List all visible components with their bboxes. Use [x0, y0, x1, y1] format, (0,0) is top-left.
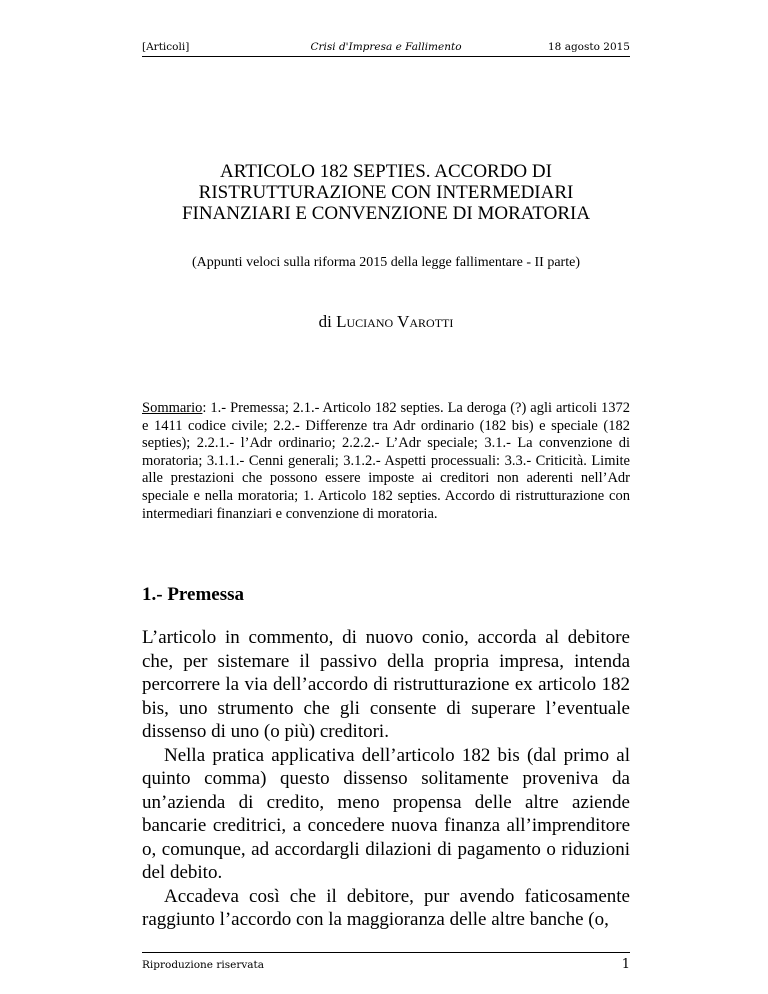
- paragraph: Nella pratica applicativa dell’articolo 182 bis (dal primo al quinto comma) questo dissenso solitamente proveniva da un’azienda di credito, meno propensa delle altre aziende bancarie creditrici, a concedere nuova finanza all’imprenditore o, comunque, ad accordargli dilazioni di pagamento o riduzioni del debito.: [142, 744, 630, 883]
- page-number: 1: [621, 957, 630, 972]
- title-line-1: ARTICOLO 182 SEPTIES. ACCORDO DI: [220, 161, 552, 182]
- summary-text: : 1.- Premessa; 2.1.- Articolo 182 septies. La deroga (?) agli articoli 1372 e 1411 codice civile; 2.2.- Differenze tra Adr ordinario (182 bis) e speciale (182 septies); 2.2.1.- l’Adr ordinario; 2.2.2.- L’Adr speciale; 3.1.- La convenzione di moratoria; 3.1.1.- Cenni generali; 3.1.2.- Aspetti processuali: 3.3.- Criticità. Limite alle prestazioni che possono essere imposte ai creditori non aderenti nell’Adr speciale e nella moratoria; 1. Articolo 182 septies. Accordo di ristrutturazione con intermediari finanziari e convenzione di moratoria.: [142, 400, 630, 522]
- header-date: 18 agosto 2015: [548, 41, 630, 53]
- page-footer: [142, 952, 630, 975]
- paragraph: Accadeva così che il debitore, pur avendo faticosamente raggiunto l’accordo con la maggioranza delle altre banche (o,: [142, 885, 630, 930]
- summary-block: [142, 400, 630, 523]
- summary-label: Sommario: [142, 400, 203, 416]
- section-heading: 1.- Premessa: [142, 584, 245, 605]
- author-line: [142, 312, 630, 332]
- title-line-3: FINANZIARI E CONVENZIONE DI MORATORIA: [181, 203, 591, 224]
- article-subtitle: (Appunti veloci sulla riforma 2015 della legge fallimentare - II parte): [192, 255, 580, 270]
- paragraph: L’articolo in commento, di nuovo conio, accorda al debitore che, per sistemare il passivo della propria impresa, intenda percorrere la via dell’accordo di ristrutturazione ex articolo 182 bis, uno strumento che gli consente di superare l’eventuale dissenso di uno (o più) creditori.: [142, 627, 630, 742]
- page-header: [142, 38, 630, 57]
- article-title: [142, 161, 630, 224]
- header-section-label: [Articoli]: [142, 41, 190, 53]
- author-name: Luciano Varotti: [336, 312, 454, 331]
- author-prefix: di: [318, 312, 332, 331]
- body-text: [142, 626, 630, 932]
- footer-rights-notice: Riproduzione riservata: [142, 959, 265, 971]
- header-journal-title: Crisi d'Impresa e Fallimento: [310, 41, 462, 53]
- title-line-2: RISTRUTTURAZIONE CON INTERMEDIARI: [198, 182, 574, 203]
